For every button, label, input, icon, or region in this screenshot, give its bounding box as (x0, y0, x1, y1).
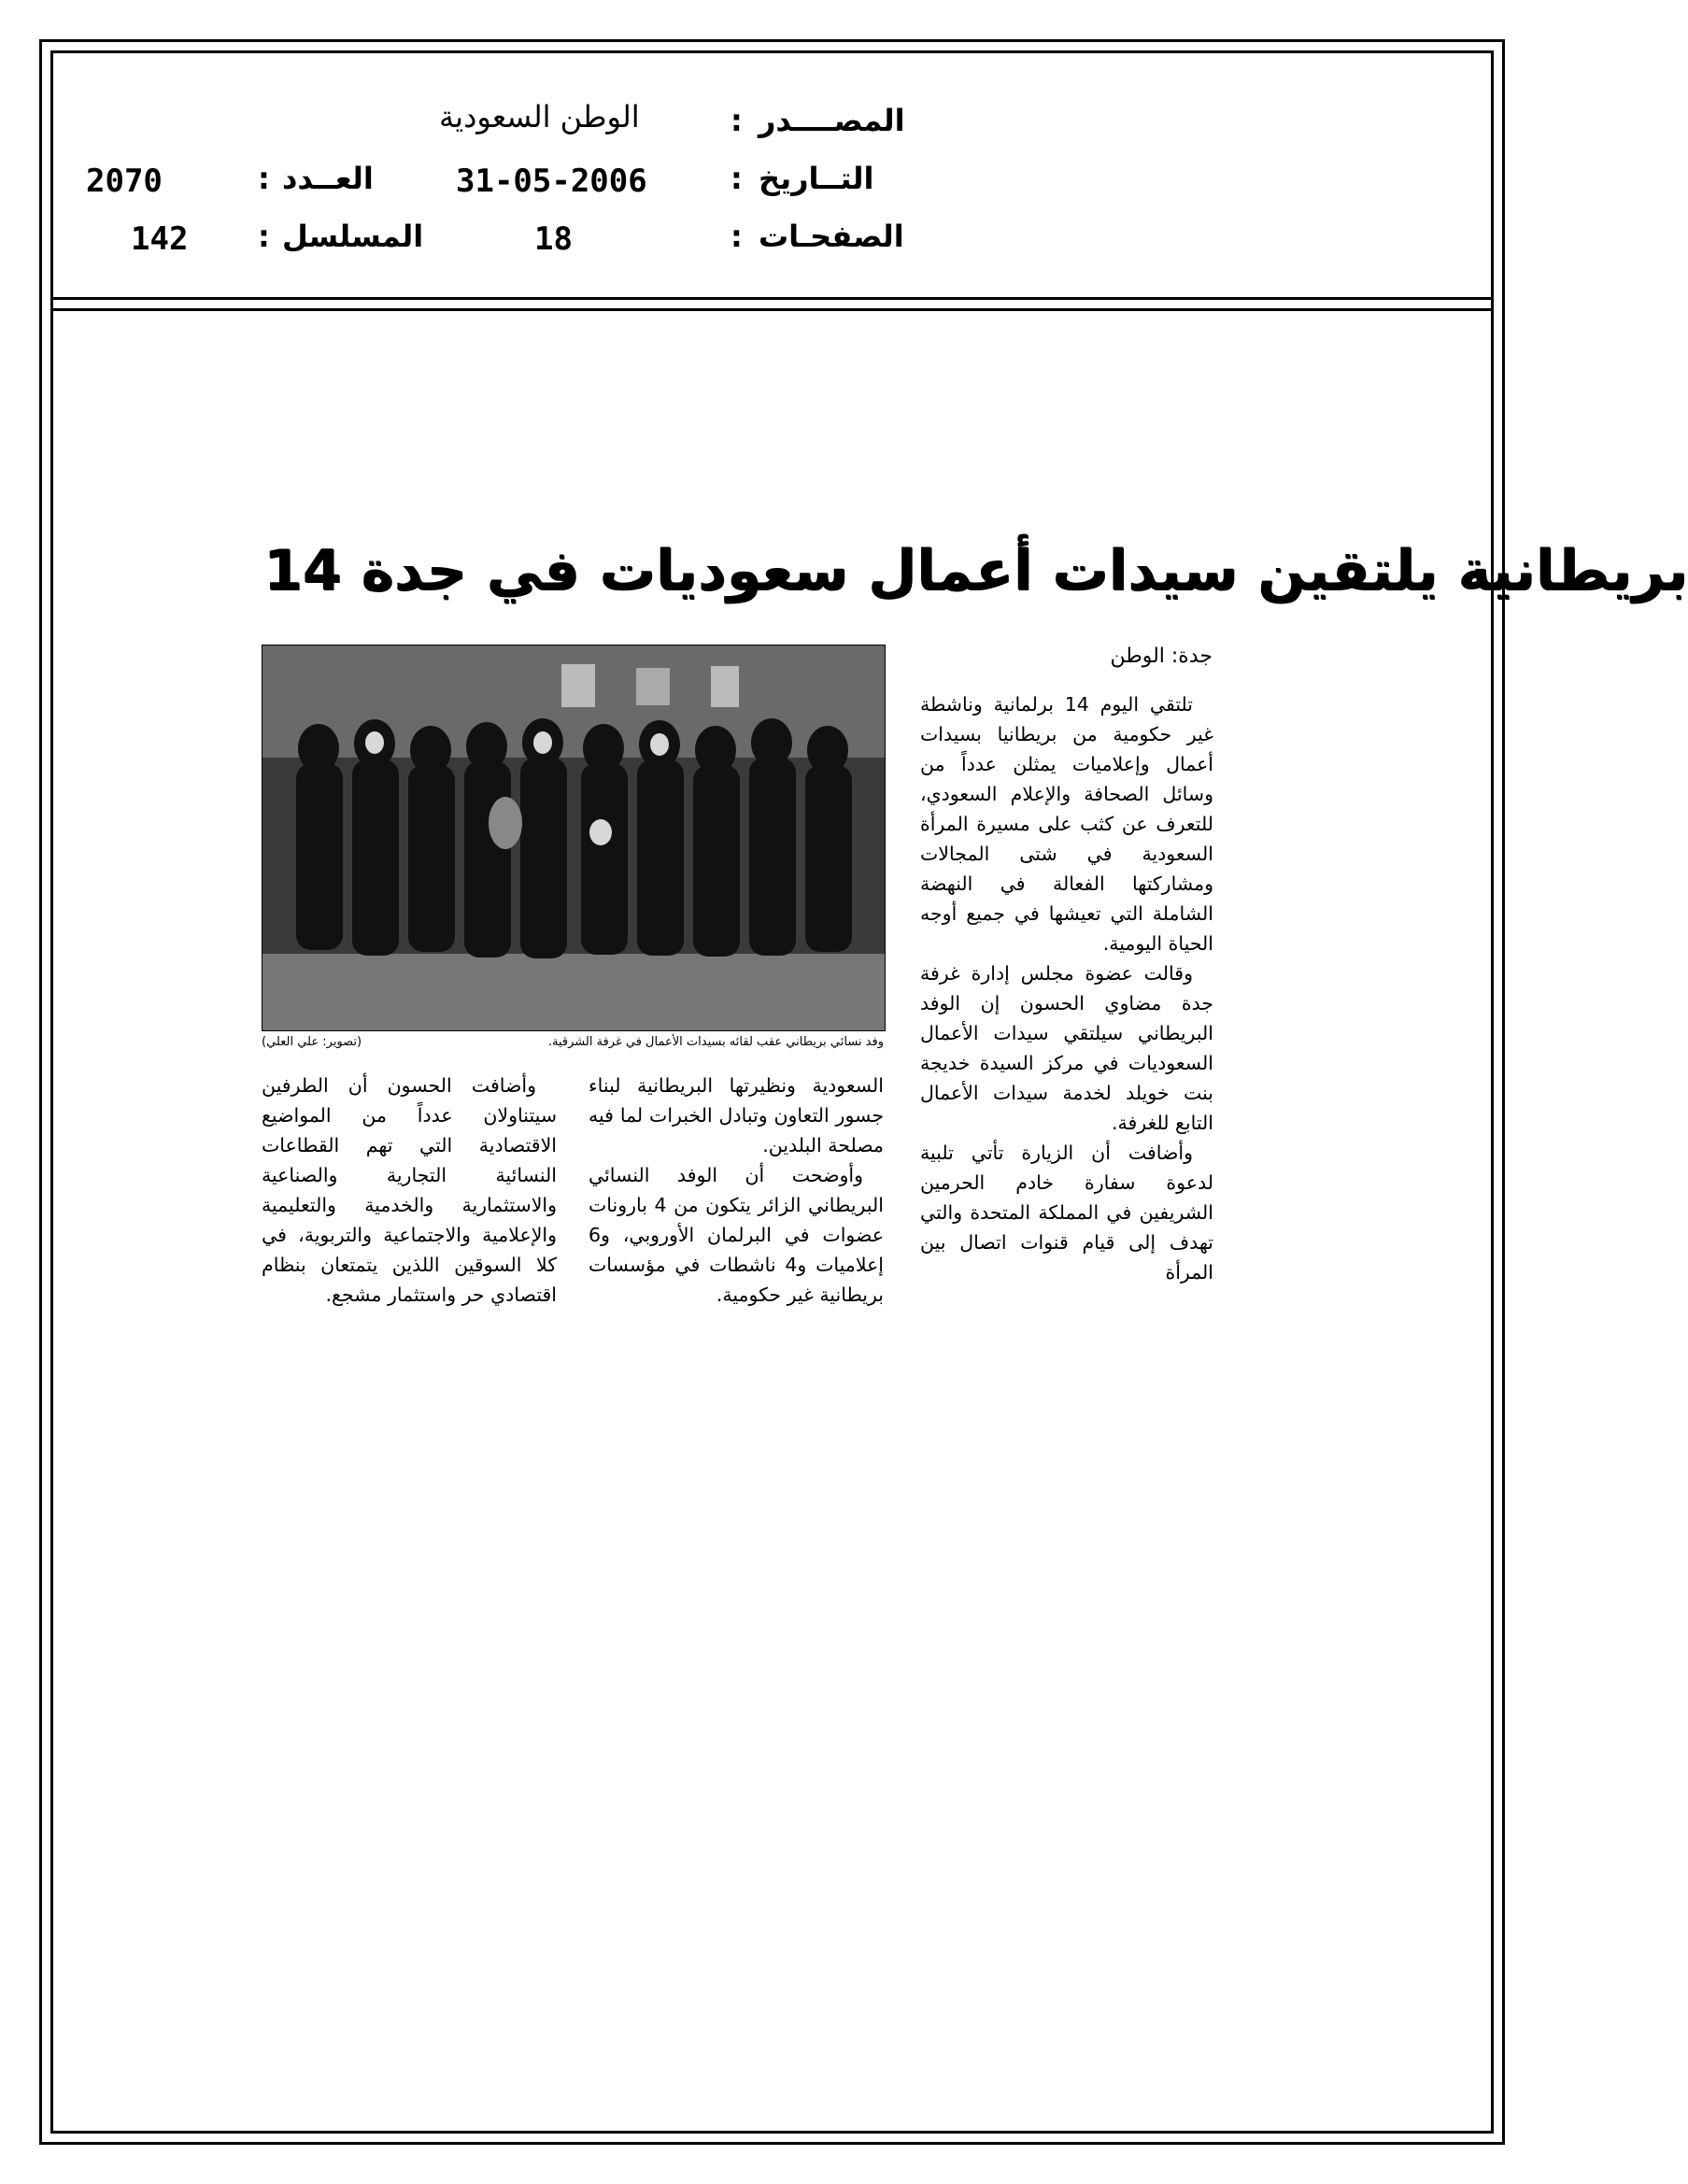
issue-colon: : (258, 161, 270, 196)
header-divider-2 (50, 308, 1494, 311)
col1-paragraph-2: وقالت عضوة مجلس إدارة غرفة جدة مضاوي الحسون إن الوفد البريطاني سيلتقي سيدات الأعمال السعوديات في مركز السيدة خديجة بنت خويلد لخدمة سيدات الأعمال التابع للغرفة. (920, 962, 1213, 1134)
date-colon: : (731, 161, 743, 196)
date-value: 31-05-2006 (456, 163, 647, 200)
col2-paragraph-1: السعودية ونظيرتها البريطانية لبناء جسور التعاون وتبادل الخبرات لما فيه مصلحة البلدين. (589, 1074, 884, 1156)
issue-value: 2070 (86, 163, 163, 200)
pages-colon: : (731, 219, 743, 254)
group-photo-image (262, 645, 885, 1030)
serial-value: 142 (131, 220, 189, 258)
issue-label: العــدد (282, 161, 374, 196)
photo-caption-line (262, 1035, 884, 1049)
photo-credit: (تصوير: علي العلي) (262, 1035, 362, 1049)
source-value: الوطن السعودية (439, 99, 640, 135)
pages-value: 18 (534, 220, 573, 258)
group-photo (262, 645, 886, 1031)
col2-paragraph-2: وأوضحت أن الوفد النسائي البريطاني الزائر يتكون من 4 بارونات عضوات في البرلمان الأوروبي، و6 إعلاميات و4 ناشطات في مؤسسات بريطانية غير حكومية. (589, 1164, 884, 1306)
source-colon: : (731, 103, 743, 138)
article-column-1 (920, 689, 1213, 1343)
article-dateline: جدة: الوطن (1110, 645, 1213, 668)
photo-caption: وفد نسائي بريطاني عقب لقائه بسيدات الأعمال في غرفة الشرقية. (547, 1035, 884, 1049)
serial-label: المسلسل (282, 219, 424, 254)
date-label: التــاريخ (759, 161, 874, 196)
pages-label: الصفحـات (759, 219, 904, 254)
col3-paragraph-1: وأضافت الحسون أن الطرفين سيتناولان عدداً من المواضيع الاقتصادية التي تهم القطاعات النسائية التجارية والصناعية والاستثمارية والخدمية والتعليمية والإعلامية والاجتماعية والتربوية، في كلا السوقين اللذين يتمتعان بنظام اقتصادي حر واستثمار مشجع. (262, 1074, 557, 1306)
article-headline: 14 بريطانية يلتقين سيدات أعمال سعوديات في جدة (263, 538, 1688, 603)
header-divider-1 (50, 297, 1494, 300)
article-column-2 (589, 1071, 884, 1323)
col1-paragraph-1: تلتقي اليوم 14 برلمانية وناشطة غير حكومية من بريطانيا بسيدات أعمال وإعلاميات يمثلن عدداً من وسائل الصحافة والإعلام السعودي، للتعرف عن كثب على مسيرة المرأة السعودية في شتى المجالات ومشاركتها الفعالة في النهضة الشاملة التي تعيشها في جميع أوجه الحياة اليومية. (920, 693, 1213, 955)
serial-colon: : (258, 219, 270, 254)
source-label: المصــــدر (759, 103, 905, 138)
col1-paragraph-3: وأضافت أن الزيارة تأتي تلبية لدعوة سفارة خادم الحرمين الشريفين في المملكة المتحدة والتي تهدف إلى قيام قنوات اتصال بين المرأة (920, 1142, 1213, 1283)
article-column-3 (262, 1071, 557, 1341)
